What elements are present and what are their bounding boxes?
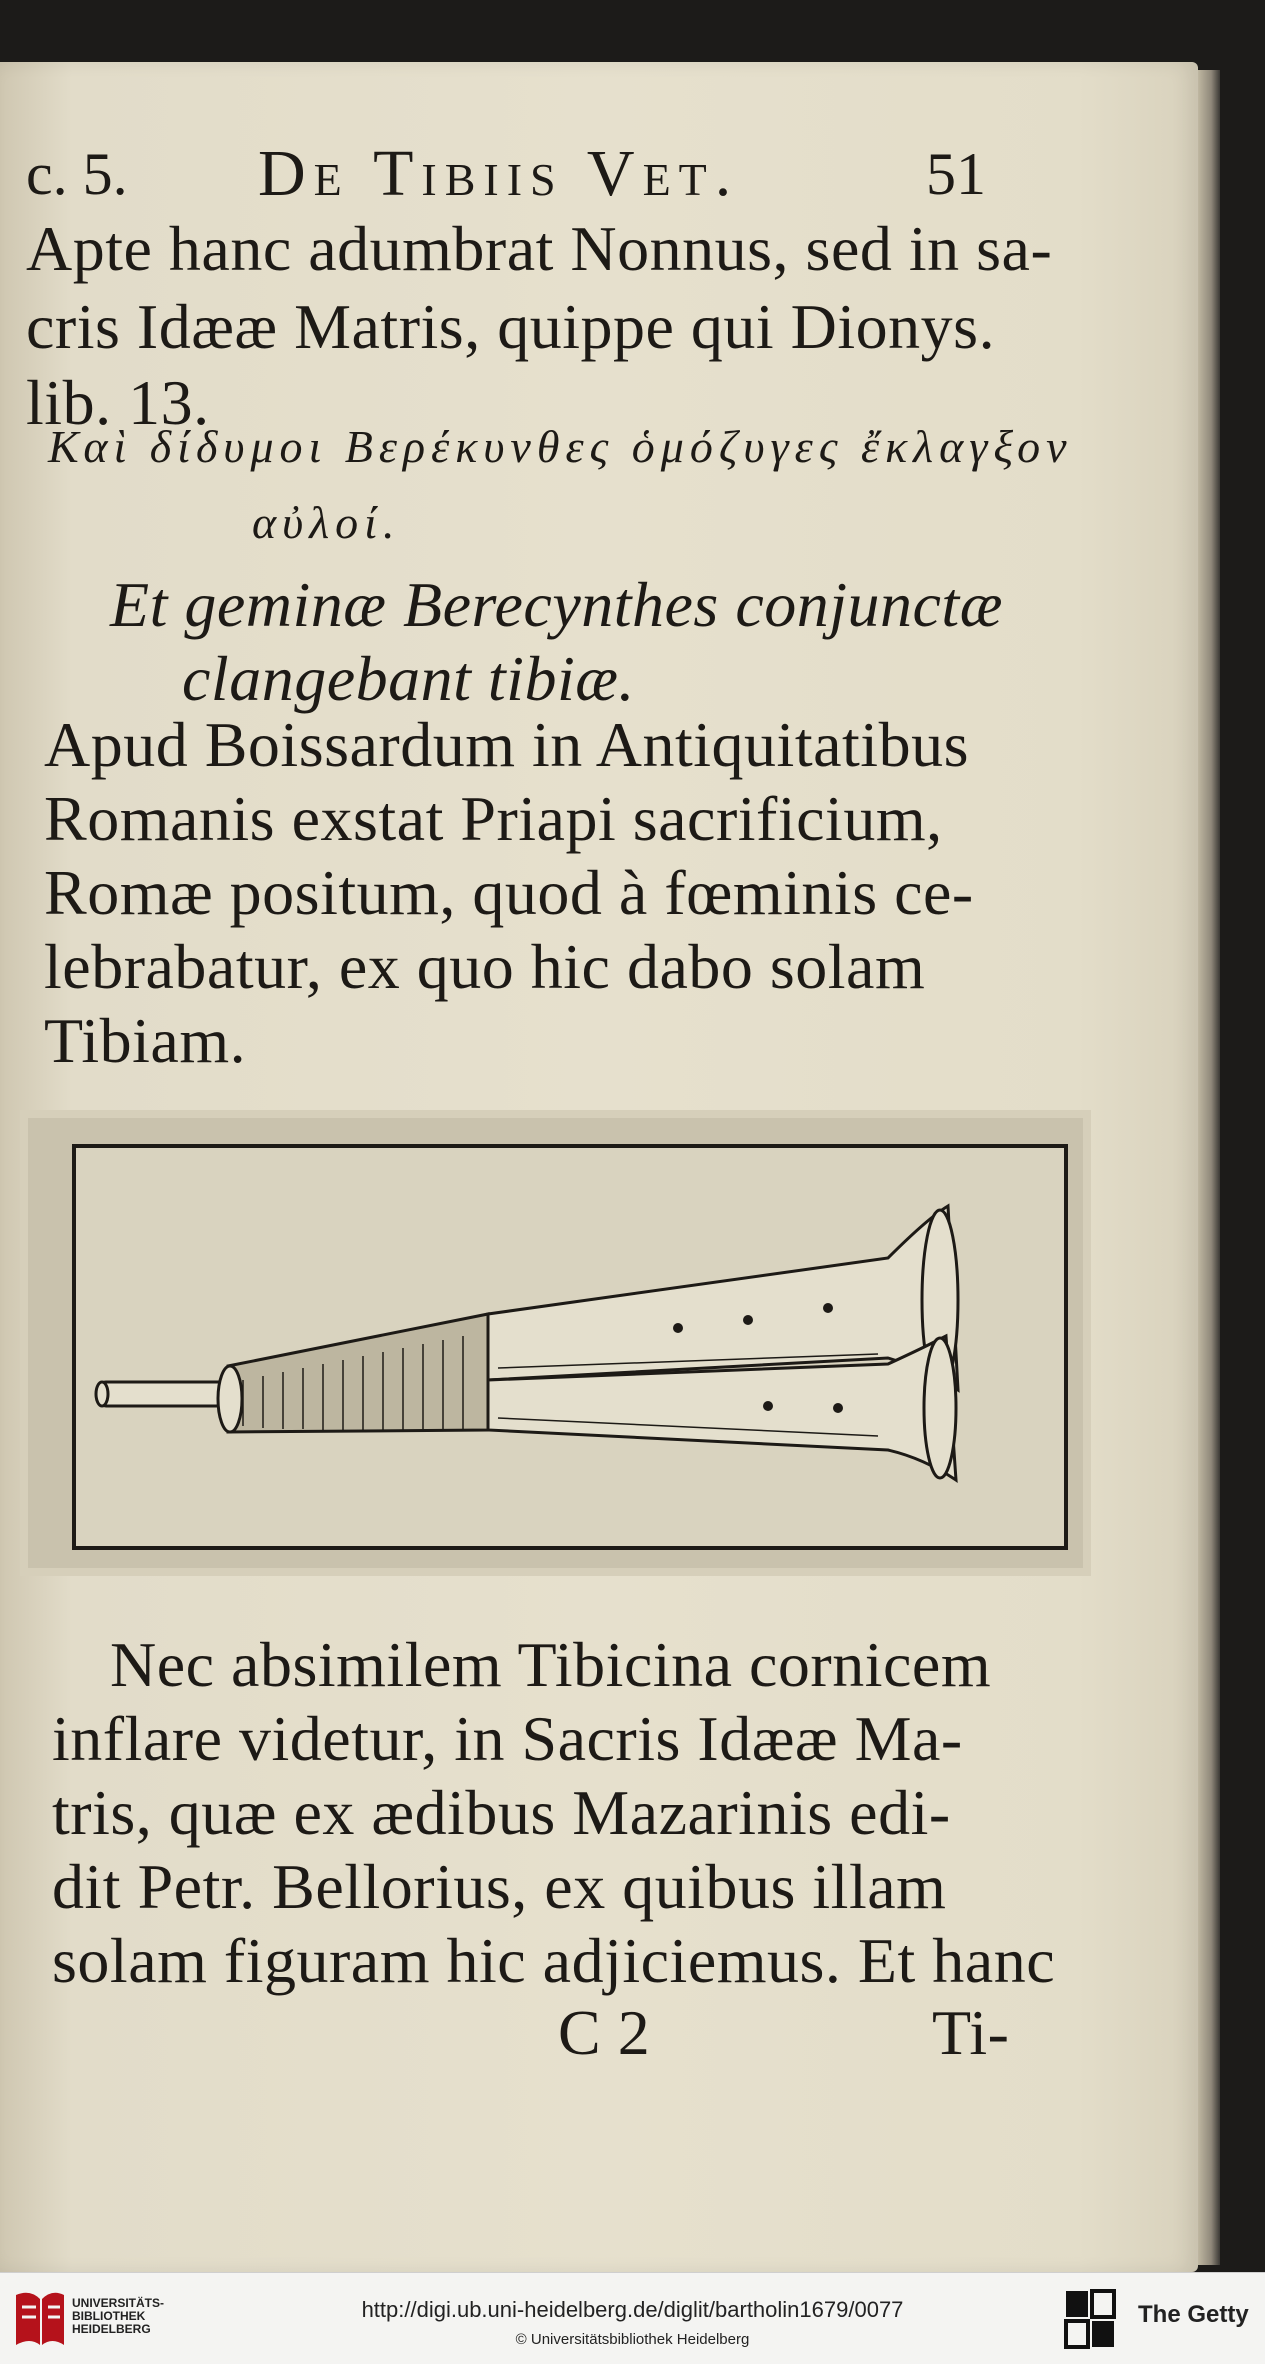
tibia-engraving xyxy=(28,1118,1083,1568)
catchword: Ti- xyxy=(932,1997,1010,2068)
institution-line: HEIDELBERG xyxy=(72,2322,151,2336)
body-line: Nec absimilem Tibicina cornicem xyxy=(110,1629,992,1700)
institution-line: UNIVERSITÄTS- xyxy=(72,2296,165,2310)
body-line: dit Petr. Bellorius, ex quibus illam xyxy=(52,1851,947,1922)
body-line: Romanis exstat Priapi sacrificium, xyxy=(44,783,943,854)
page-edge xyxy=(1198,70,1220,2265)
body-line: Tibiam. xyxy=(44,1005,247,1076)
body-line: Apud Boissardum in Antiquitatibus xyxy=(44,709,969,780)
institution-line: BIBLIOTHEK xyxy=(72,2309,146,2323)
body-line: Romæ positum, quod à fœminis ce- xyxy=(44,857,974,928)
page-running-title: De Tibiis Vet. xyxy=(258,137,740,210)
running-head xyxy=(26,137,1001,220)
latin-translation-line: clangebant tibiæ. xyxy=(182,643,635,714)
body-line: lebrabatur, ex quo hic dabo solam xyxy=(44,931,926,1002)
double-tibia-illustration xyxy=(28,1118,1083,1568)
permalink-url[interactable]: http://digi.ub.uni-heidelberg.de/diglit/bartholin1679/0077 xyxy=(361,2297,904,2322)
greek-quote-line: Καὶ δίδυμοι Βερέκυνθες ὁμόζυγες ἔκλαγξον xyxy=(48,421,1073,472)
getty-logo-icon xyxy=(1064,2289,1116,2349)
page-number: 51 xyxy=(926,141,986,207)
copyright-notice: © Universitätsbibliothek Heidelberg xyxy=(515,2331,750,2348)
chapter-number: c. 5. xyxy=(26,141,128,207)
getty-name: The Getty xyxy=(1138,2301,1249,2328)
body-line: inflare videtur, in Sacris Idææ Ma- xyxy=(52,1703,963,1774)
body-line: Apte hanc adumbrat Nonnus, sed in sa- xyxy=(26,213,1053,284)
body-line: lib. 13. xyxy=(26,367,210,438)
body-line: cris Idææ Matris, quippe qui Dionys. xyxy=(26,291,996,362)
body-line: solam figuram hic adjiciemus. Et hanc xyxy=(52,1925,1056,1996)
latin-translation-line: Et geminæ Berecynthes conjunctæ xyxy=(110,569,1003,640)
body-line: tris, quæ ex ædibus Mazarinis edi- xyxy=(52,1777,951,1848)
greek-quote-line: αὐλοί. xyxy=(252,497,401,548)
viewer-footer xyxy=(0,2272,1265,2364)
signature-mark: C 2 xyxy=(558,1997,651,2068)
